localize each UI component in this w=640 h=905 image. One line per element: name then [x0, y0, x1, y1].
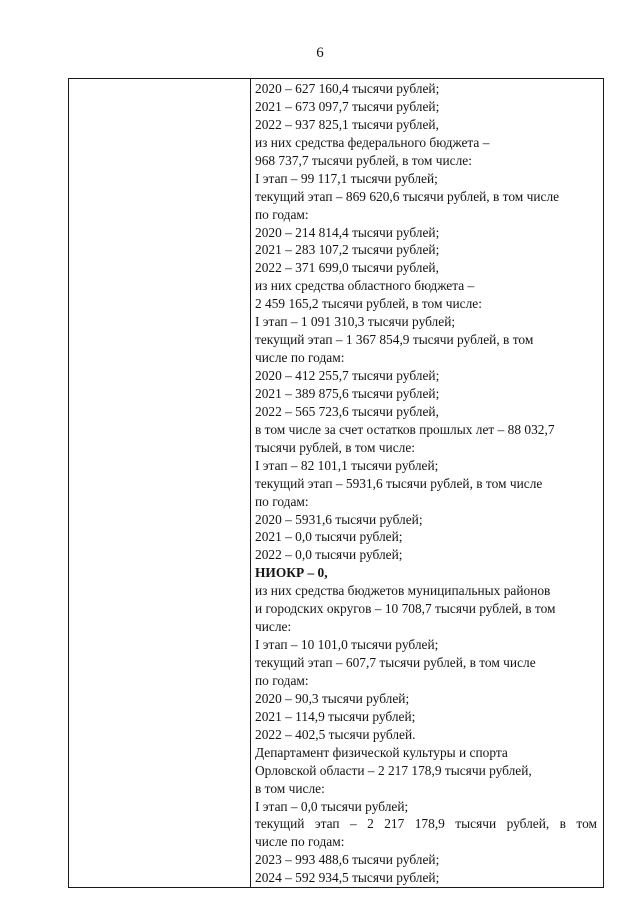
text-line: 2020 – 627 160,4 тысячи рублей;: [255, 81, 440, 96]
table-row: [69, 79, 604, 888]
text-line: НИОКР – 0,: [255, 565, 328, 581]
text-line: 2024 – 592 934,5 тысячи рублей;: [255, 870, 440, 886]
text-line: I этап – 99 117,1 тысячи рублей;: [255, 170, 438, 186]
table-cell-right: [251, 79, 604, 888]
text-line: 968 737,7 тысячи рублей, в том числе:: [255, 152, 472, 168]
text-line: 2022 – 937 825,1 тысячи рублей,: [255, 116, 439, 132]
text-line: 2021 – 0,0 тысячи рублей;: [255, 529, 403, 545]
table-cell-left: [69, 79, 251, 888]
text-line: и городских округов – 10 708,7 тысячи рублей, в том: [255, 601, 556, 617]
text-line: из них средства бюджетов муниципальных районов: [255, 583, 551, 599]
program-funding-table: [68, 78, 604, 888]
text-line: 2023 – 993 488,6 тысячи рублей;: [255, 852, 440, 868]
text-line: в том числе за счет остатков прошлых лет – 88 032,7: [255, 421, 555, 437]
text-line: Орловской области – 2 217 178,9 тысячи рублей,: [255, 762, 532, 778]
text-line: 2022 – 371 699,0 тысячи рублей,: [255, 260, 439, 276]
text-line: числе по годам:: [255, 834, 345, 850]
text-line: из них средства областного бюджета –: [255, 278, 475, 294]
text-line: 2022 – 402,5 тысячи рублей.: [255, 726, 416, 742]
text-line: I этап – 10 101,0 тысячи рублей;: [255, 637, 439, 653]
text-line: текущий этап – 5931,6 тысячи рублей, в том числе: [255, 475, 543, 491]
text-line: текущий этап – 607,7 тысячи рублей, в том числе: [255, 655, 536, 670]
text-line: тысячи рублей, в том числе:: [255, 439, 416, 455]
text-line: из них средства федерального бюджета –: [255, 134, 490, 150]
text-line: 2021 – 389 875,6 тысячи рублей;: [255, 385, 440, 401]
text-line: 2021 – 283 107,2 тысячи рублей;: [255, 242, 440, 258]
page-number: 6: [316, 45, 324, 61]
text-line: 2020 – 5931,6 тысячи рублей;: [255, 511, 423, 527]
text-line: числе:: [255, 619, 292, 635]
text-line: Департамент физической культуры и спорта: [255, 744, 508, 760]
text-line: 2 459 165,2 тысячи рублей, в том числе:: [255, 296, 482, 312]
text-line: 2020 – 412 255,7 тысячи рублей;: [255, 368, 440, 383]
text-line: I этап – 82 101,1 тысячи рублей;: [255, 457, 439, 473]
text-line: 2021 – 114,9 тысячи рублей;: [255, 708, 416, 724]
text-line: I этап – 0,0 тысячи рублей;: [255, 798, 409, 814]
text-line: 2020 – 214 814,4 тысячи рублей;: [255, 224, 440, 240]
text-line: I этап – 1 091 310,3 тысячи рублей;: [255, 314, 456, 330]
text-line: текущий этап – 869 620,6 тысячи рублей, в том числе: [255, 188, 560, 204]
text-line: по годам:: [255, 672, 309, 688]
text-line: текущий этап – 2 217 178,9 тысячи рублей, в том: [255, 816, 597, 832]
funding-text: [251, 79, 603, 887]
text-line: числе по годам:: [255, 350, 345, 366]
text-line: по годам:: [255, 493, 309, 509]
text-line: 2022 – 0,0 тысячи рублей;: [255, 547, 403, 563]
text-line: текущий этап – 1 367 854,9 тысячи рублей, в том: [255, 332, 534, 348]
text-line: 2022 – 565 723,6 тысячи рублей,: [255, 403, 439, 419]
text-line: 2020 – 90,3 тысячи рублей;: [255, 690, 410, 706]
text-line: по годам:: [255, 206, 309, 222]
text-line: в том числе:: [255, 780, 325, 796]
text-line: 2021 – 673 097,7 тысячи рублей;: [255, 98, 440, 114]
